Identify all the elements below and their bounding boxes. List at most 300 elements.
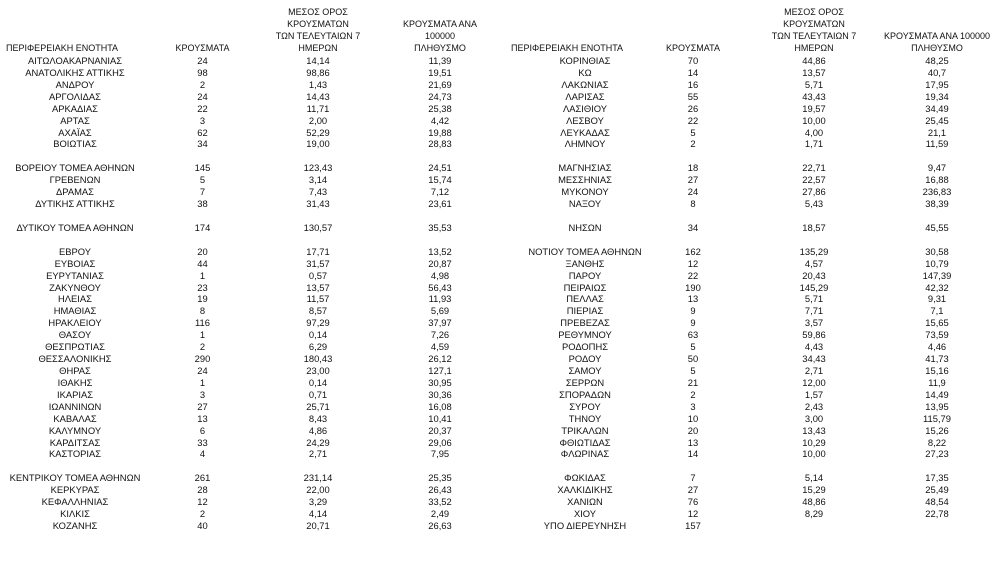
per100k-cell: 7,26 [430, 329, 450, 341]
avg7-cell: 0,14 [308, 376, 328, 388]
region-cell: ΒΟΙΩΤΙΑΣ [53, 138, 97, 150]
region-cell: ΓΡΕΒΕΝΩΝ [49, 174, 101, 186]
avg7-cell: 34,43 [802, 353, 826, 365]
region-column-header: ΠΕΡΙΦΕΡΕΙΑΚΗ ΕΝΟΤΗΤΑ [6, 43, 119, 53]
avg7-cell: 3,14 [308, 174, 328, 186]
table-row [0, 496, 500, 508]
per100k-cell: 26,12 [428, 353, 452, 365]
avg7-cell: 98,86 [306, 66, 330, 78]
per100k-header-line1: ΚΡΟΥΣΜΑΤΑ ΑΝΑ 100000 [884, 31, 990, 41]
table-row [500, 270, 1000, 282]
avg7-cell: 18,57 [802, 221, 826, 233]
avg7-cell: 23,00 [306, 364, 330, 376]
cases-cell: 20 [687, 424, 699, 436]
region-cell: ΚΟΡΙΝΘΙΑΣ [559, 55, 611, 66]
avg7-header-line1: ΜΕΣΟΣ ΟΡΟΣ ΚΡΟΥΣΜΑΤΩΝ [287, 7, 349, 29]
table-row [500, 55, 1000, 67]
table-row [0, 305, 500, 317]
per100k-cell: 24,51 [428, 162, 452, 174]
per100k-cell: 11,9 [928, 376, 946, 388]
per100k-cell: 25,45 [925, 114, 949, 126]
table-row [500, 91, 1000, 103]
per100k-cell: 4,98 [430, 269, 450, 281]
table-row [500, 103, 1000, 115]
region-cell: ΑΝΑΤΟΛΙΚΗΣ ΑΤΤΙΚΗΣ [25, 66, 125, 78]
region-cell: ΡΟΔΟΥ [568, 353, 602, 365]
per100k-cell: 24,73 [428, 90, 452, 102]
region-cell: ΦΛΩΡΙΝΑΣ [560, 448, 610, 460]
table-row [0, 365, 500, 377]
per100k-cell: 30,95 [428, 376, 452, 388]
table-row [500, 508, 1000, 520]
cases-cell: 1 [199, 376, 206, 388]
cases-cell: 7 [199, 186, 206, 198]
table-row [0, 138, 500, 150]
avg7-cell: 0,57 [308, 269, 328, 281]
avg7-cell: 180,43 [303, 353, 333, 365]
cases-cell: 28 [197, 484, 208, 496]
region-cell: ΗΜΑΘΙΑΣ [53, 305, 97, 317]
cases-cell: 24 [197, 55, 208, 66]
cases-cell: 27 [687, 174, 699, 186]
region-cell: ΛΑΣΙΘΙΟΥ [562, 102, 608, 114]
avg7-cell: 5,71 [804, 78, 824, 90]
region-cell: ΕΒΡΟΥ [58, 245, 91, 257]
avg7-cell: 0,14 [308, 329, 328, 341]
avg7-cell: 11,71 [306, 102, 330, 114]
avg7-header-line3: ΗΜΕΡΩΝ [794, 43, 834, 53]
avg7-cell: 10,29 [802, 436, 826, 448]
cases-cell: 12 [197, 496, 208, 508]
table-row [0, 103, 500, 115]
avg7-cell: 3,29 [308, 496, 328, 508]
table-row [500, 293, 1000, 305]
region-cell: ΝΑΞΟΥ [568, 198, 602, 210]
avg7-cell: 5,14 [804, 472, 824, 484]
per100k-cell: 45,55 [925, 221, 949, 233]
table-row [0, 174, 500, 186]
region-cell: ΝΟΤΙΟΥ ΤΟΜΕΑ ΑΘΗΝΩΝ [528, 245, 642, 257]
per100k-cell: 11,59 [925, 138, 949, 150]
table-row [500, 162, 1000, 174]
table-row [500, 317, 1000, 329]
cases-cell: 3 [690, 400, 696, 412]
cases-cell: 5 [690, 341, 696, 353]
cases-cell: 22 [687, 114, 699, 126]
table-row [500, 127, 1000, 139]
region-cell: ΤΗΝΟΥ [568, 412, 602, 424]
avg7-cell: 11,57 [306, 293, 330, 305]
per100k-cell: 26,63 [428, 519, 452, 531]
table-row [500, 198, 1000, 210]
per100k-cell: 23,61 [428, 198, 452, 210]
avg7-cell: 2,71 [308, 448, 328, 460]
region-cell: ΥΠΟ ΔΙΕΡΕΥΝΗΣΗ [543, 519, 627, 531]
per100k-cell: 13,52 [428, 245, 452, 257]
avg7-cell: 25,71 [306, 400, 330, 412]
table-row [500, 210, 1000, 222]
table-row [0, 508, 500, 520]
table-row [0, 329, 500, 341]
avg7-cell: 13,43 [802, 424, 826, 436]
cases-cell: 22 [687, 269, 699, 281]
per100k-header-line1: ΚΡΟΥΣΜΑΤΑ ΑΝΑ 100000 [403, 19, 477, 41]
region-cell: ΘΕΣΣΑΛΟΝΙΚΗΣ [38, 353, 112, 365]
cases-cell: 2 [690, 138, 696, 150]
region-cell: ΙΘΑΚΗΣ [57, 376, 93, 388]
avg7-cell: 13,57 [306, 281, 330, 293]
table-row [500, 353, 1000, 365]
region-cell: ΦΩΚΙΔΑΣ [564, 472, 606, 484]
per100k-cell: 8,22 [927, 436, 947, 448]
cases-cell: 26 [687, 102, 699, 114]
cases-cell: 27 [687, 484, 699, 496]
region-cell: ΛΗΜΝΟΥ [564, 138, 606, 150]
table-row [500, 520, 1000, 532]
table-row [500, 138, 1000, 150]
cases-column-header: ΚΡΟΥΣΜΑΤΑ [175, 43, 230, 53]
cases-cell: 4 [199, 448, 206, 460]
cases-cell: 7 [690, 472, 696, 484]
avg7-cell: 123,43 [303, 162, 333, 174]
per100k-cell: 15,65 [925, 317, 949, 329]
per100k-header-line2: ΠΛΗΘΥΣΜΟ [911, 43, 963, 53]
table-row [0, 377, 500, 389]
table-row [500, 484, 1000, 496]
cases-cell: 5 [199, 174, 206, 186]
per100k-column-header [872, 30, 1000, 54]
cases-cell: 261 [194, 472, 211, 484]
table-row [0, 55, 500, 67]
per100k-cell: 5,69 [430, 305, 450, 317]
per100k-cell: 16,88 [925, 174, 949, 186]
per100k-cell: 4,46 [927, 341, 947, 353]
cases-cell: 50 [687, 353, 699, 365]
cases-cell: 10 [687, 412, 699, 424]
cases-cell: 34 [687, 221, 699, 233]
per100k-cell: 17,35 [925, 472, 949, 484]
table-row [500, 341, 1000, 353]
table-row [0, 246, 500, 258]
avg7-cell: 1,71 [804, 138, 824, 150]
region-cell: ΞΑΝΘΗΣ [565, 257, 605, 269]
region-cell: ΑΡΤΑΣ [60, 114, 90, 126]
per100k-cell: 15,74 [428, 174, 452, 186]
region-cell: ΑΧΑΪΑΣ [58, 126, 92, 138]
region-cell: ΤΡΙΚΑΛΩΝ [561, 424, 609, 436]
per100k-cell: 73,59 [925, 329, 949, 341]
per100k-cell: 26,43 [428, 484, 452, 496]
per100k-cell: 10,41 [428, 412, 452, 424]
region-cell: ΑΝΔΡΟΥ [55, 78, 95, 90]
table-row [500, 222, 1000, 234]
per100k-cell: 30,58 [925, 245, 949, 257]
avg7-cell: 43,43 [802, 90, 826, 102]
per100k-cell: 15,26 [925, 424, 949, 436]
avg7-cell: 1,57 [804, 388, 824, 400]
table-row [0, 115, 500, 127]
avg7-cell: 19,00 [306, 138, 330, 150]
table-row [500, 67, 1000, 79]
region-cell: ΚΕΝΤΡΙΚΟΥ ΤΟΜΕΑ ΑΘΗΝΩΝ [9, 472, 141, 484]
cases-cell: 13 [687, 293, 699, 305]
table-row [500, 425, 1000, 437]
cases-cell: 1 [199, 329, 206, 341]
avg7-cell: 4,86 [308, 424, 328, 436]
per100k-cell: 42,32 [925, 281, 949, 293]
per100k-cell: 11,93 [428, 293, 452, 305]
avg7-cell: 5,71 [804, 293, 824, 305]
cases-cell: 34 [197, 138, 208, 150]
avg7-cell: 7,71 [804, 305, 824, 317]
per100k-cell: 17,95 [925, 78, 949, 90]
avg7-cell: 14,14 [306, 55, 330, 66]
table-row [0, 234, 500, 246]
per100k-cell: 27,23 [925, 448, 949, 460]
per100k-cell: 33,52 [428, 496, 452, 508]
table-row [500, 496, 1000, 508]
per100k-cell: 25,38 [428, 102, 452, 114]
cases-cell: 290 [194, 353, 211, 365]
cases-cell: 22 [197, 102, 208, 114]
avg7-cell: 8,29 [804, 508, 824, 520]
avg7-cell: 13,57 [802, 66, 826, 78]
avg7-cell: 5,43 [804, 198, 824, 210]
region-cell: ΧΑΛΚΙΔΙΚΗΣ [557, 484, 613, 496]
per100k-cell: 29,06 [428, 436, 452, 448]
region-cell: ΚΟΖΑΝΗΣ [52, 519, 98, 531]
table-row [0, 210, 500, 222]
cases-cell: 12 [687, 257, 699, 269]
region-cell: ΚΑΒΑΛΑΣ [53, 412, 97, 424]
region-cell: ΒΟΡΕΙΟΥ ΤΟΜΕΑ ΑΘΗΝΩΝ [15, 162, 135, 174]
avg7-cell: 59,86 [802, 329, 826, 341]
avg7-cell: 15,29 [802, 484, 826, 496]
cases-cell: 2 [690, 388, 696, 400]
cases-cell: 12 [687, 508, 699, 520]
region-cell: ΣΥΡΟΥ [569, 400, 601, 412]
region-cell: ΜΑΓΝΗΣΙΑΣ [558, 162, 612, 174]
table-row [0, 258, 500, 270]
per100k-cell: 21,69 [428, 78, 452, 90]
table-row [0, 520, 500, 532]
region-cell: ΧΑΝΙΩΝ [567, 496, 603, 508]
region-column-header: ΠΕΡΙΦΕΡΕΙΑΚΗ ΕΝΟΤΗΤΑ [511, 43, 624, 53]
cases-cell: 20 [197, 245, 208, 257]
cases-cell: 5 [690, 364, 696, 376]
avg7-cell: 27,86 [802, 186, 826, 198]
per100k-cell: 48,25 [925, 55, 949, 66]
avg7-cell: 6,29 [308, 341, 328, 353]
region-cell: ΕΥΡΥΤΑΝΙΑΣ [46, 269, 104, 281]
avg7-cell: 22,71 [802, 162, 826, 174]
cases-cell: 24 [197, 364, 208, 376]
cases-cell: 1 [199, 269, 206, 281]
per100k-cell: 15,16 [925, 364, 949, 376]
cases-cell: 44 [197, 257, 208, 269]
avg7-cell: 4,57 [804, 257, 824, 269]
region-cell: ΣΕΡΡΩΝ [565, 376, 605, 388]
cases-column-header: ΚΡΟΥΣΜΑΤΑ [666, 43, 720, 53]
region-cell: ΙΚΑΡΙΑΣ [56, 388, 94, 400]
avg7-cell: 10,00 [802, 448, 826, 460]
per100k-cell: 9,31 [927, 293, 947, 305]
per100k-cell: 40,7 [927, 66, 947, 78]
region-cell: ΑΡΚΑΔΙΑΣ [52, 102, 98, 114]
cases-cell: 76 [687, 496, 699, 508]
cases-cell: 24 [197, 90, 208, 102]
avg7-header-line1: ΜΕΣΟΣ ΟΡΟΣ ΚΡΟΥΣΜΑΤΩΝ [783, 7, 845, 29]
avg7-cell: 10,00 [802, 114, 826, 126]
region-cell: ΧΙΟΥ [573, 508, 597, 520]
table-row [500, 305, 1000, 317]
table-row [0, 150, 500, 162]
avg7-cell: 14,43 [306, 90, 330, 102]
cases-cell: 162 [685, 245, 701, 257]
cases-cell: 33 [197, 436, 208, 448]
per100k-cell: 7,1 [930, 305, 944, 317]
avg7-header-line2: ΤΩΝ ΤΕΛΕΥΤΑΙΩΝ 7 [771, 31, 857, 41]
table-row [0, 79, 500, 91]
region-cell: ΚΕΦΑΛΛΗΝΙΑΣ [41, 496, 109, 508]
per100k-column-header [390, 18, 490, 54]
region-cell: ΚΙΛΚΙΣ [60, 508, 90, 520]
avg7-cell: 2,00 [308, 114, 328, 126]
left-header-row [0, 7, 500, 54]
cases-cell: 190 [685, 281, 701, 293]
region-cell: ΙΩΑΝΝΙΝΩΝ [48, 400, 102, 412]
region-cell: ΚΑΡΔΙΤΣΑΣ [49, 436, 101, 448]
per100k-cell: 9,47 [927, 162, 947, 174]
avg7-cell: 130,57 [303, 221, 333, 233]
region-cell: ΗΛΕΙΑΣ [58, 293, 92, 305]
cases-cell: 24 [687, 186, 699, 198]
cases-cell: 6 [199, 424, 206, 436]
per100k-cell: 14,49 [925, 388, 949, 400]
region-cell: ΘΑΣΟΥ [58, 329, 92, 341]
per100k-header-line2: ΠΛΗΘΥΣΜΟ [414, 43, 466, 53]
cases-cell: 13 [687, 436, 699, 448]
region-cell: ΠΑΡΟΥ [568, 269, 602, 281]
table-row [0, 389, 500, 401]
cases-cell: 8 [199, 305, 206, 317]
region-cell: ΖΑΚΥΝΘΟΥ [49, 281, 101, 293]
region-cell: ΠΕΙΡΑΙΩΣ [563, 281, 607, 293]
table-row [0, 484, 500, 496]
table-row [0, 472, 500, 484]
per100k-cell: 56,43 [428, 281, 452, 293]
region-cell: ΘΕΣΠΡΩΤΙΑΣ [45, 341, 105, 353]
avg7-cell: 31,43 [306, 198, 330, 210]
cases-cell: 2 [199, 78, 206, 90]
avg7-cell: 135,29 [799, 245, 829, 257]
table-row [500, 246, 1000, 258]
per100k-cell: 147,39 [922, 269, 952, 281]
region-cell: ΣΑΜΟΥ [568, 364, 602, 376]
table-row [0, 448, 500, 460]
per100k-cell: 11,39 [428, 55, 452, 66]
per100k-cell: 10,79 [925, 257, 949, 269]
avg7-cell: 12,00 [802, 376, 826, 388]
region-cell: ΛΕΥΚΑΔΑΣ [560, 126, 610, 138]
cases-cell: 2 [199, 341, 206, 353]
avg7-cell: 52,29 [306, 126, 330, 138]
avg7-column-header [268, 6, 368, 54]
region-cell: ΗΡΑΚΛΕΙΟΥ [48, 317, 102, 329]
avg7-cell: 22,00 [306, 484, 330, 496]
region-cell: ΜΥΚΟΝΟΥ [561, 186, 609, 198]
region-cell: ΔΡΑΜΑΣ [56, 186, 94, 198]
region-cell: ΠΙΕΡΙΑΣ [566, 305, 604, 317]
avg7-cell: 97,29 [306, 317, 330, 329]
cases-cell: 63 [687, 329, 699, 341]
table-row [0, 222, 500, 234]
table-row [500, 401, 1000, 413]
table-row [500, 365, 1000, 377]
avg7-cell: 20,43 [802, 269, 826, 281]
table-row [500, 389, 1000, 401]
avg7-cell: 8,57 [308, 305, 328, 317]
region-cell: ΘΗΡΑΣ [59, 364, 91, 376]
table-row [0, 91, 500, 103]
avg7-cell: 24,29 [306, 436, 330, 448]
region-cell: ΚΩ [578, 66, 592, 78]
right-header-row [500, 7, 1000, 54]
table-row [500, 329, 1000, 341]
region-cell: ΚΑΣΤΟΡΙΑΣ [48, 448, 102, 460]
region-cell: ΡΟΔΟΠΗΣ [561, 341, 609, 353]
table-row [0, 425, 500, 437]
left-table-body [0, 55, 500, 532]
cases-cell: 9 [690, 305, 696, 317]
region-cell: ΛΑΡΙΣΑΣ [565, 90, 605, 102]
cases-cell: 9 [690, 317, 696, 329]
per100k-cell: 19,34 [925, 90, 949, 102]
region-cell: ΡΕΘΥΜΝΟΥ [558, 329, 612, 341]
region-cell: ΠΡΕΒΕΖΑΣ [560, 317, 610, 329]
per100k-cell: 20,37 [428, 424, 452, 436]
region-cell: ΚΑΛΥΜΝΟΥ [48, 424, 102, 436]
cases-cell: 8 [690, 198, 696, 210]
cases-cell: 157 [685, 519, 701, 531]
region-cell: ΦΘΙΩΤΙΔΑΣ [559, 436, 611, 448]
avg7-cell: 44,86 [802, 55, 826, 66]
region-cell: ΛΕΣΒΟΥ [566, 114, 604, 126]
table-row [0, 437, 500, 449]
cases-cell: 18 [687, 162, 699, 174]
avg7-column-header [764, 6, 864, 54]
table-row [500, 258, 1000, 270]
avg7-cell: 8,43 [308, 412, 328, 424]
per100k-cell: 236,83 [922, 186, 952, 198]
cases-cell: 174 [194, 221, 211, 233]
avg7-cell: 19,57 [802, 102, 826, 114]
table-row [500, 174, 1000, 186]
cases-cell: 23 [197, 281, 208, 293]
avg7-header-line3: ΗΜΕΡΩΝ [298, 43, 338, 53]
per100k-cell: 25,49 [925, 484, 949, 496]
table-row [0, 293, 500, 305]
avg7-cell: 17,71 [306, 245, 330, 257]
avg7-cell: 7,43 [308, 186, 328, 198]
table-row [0, 282, 500, 294]
per100k-cell: 16,08 [428, 400, 452, 412]
cases-cell: 13 [197, 412, 208, 424]
avg7-header-line2: ΤΩΝ ΤΕΛΕΥΤΑΙΩΝ 7 [275, 31, 361, 41]
table-row [0, 67, 500, 79]
per100k-cell: 127,1 [428, 364, 452, 376]
table-row [500, 448, 1000, 460]
